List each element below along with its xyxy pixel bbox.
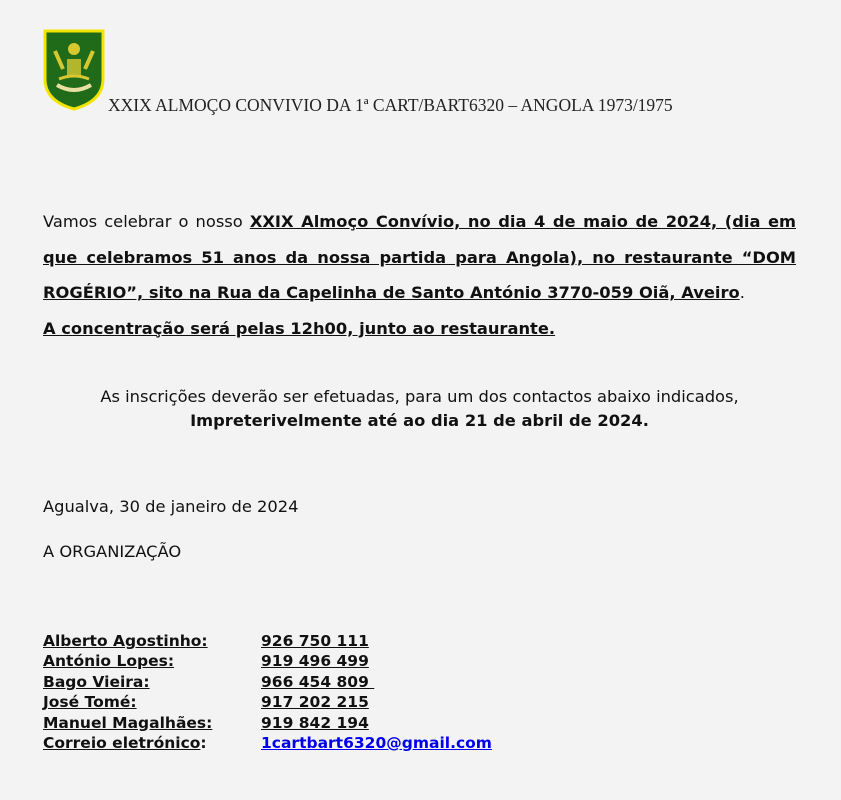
email-link[interactable]: 1cartbart6320@gmail.com [261,734,492,753]
event-details: XXIX Almoço Convívio, no dia 4 de maio de 2024, (dia em que celebramos 51 anos da nossa partida para Angola), no restaurante “DOM ROGÉRIO”, sito na Rua da Capelinha de Santo António 3770-059 Oiã, Aveiro [43,212,797,302]
contact-phone: 917 202 215 [261,693,369,712]
contact-phone: 919 842 194 [261,713,369,732]
email-label: Correio eletrónico [43,734,201,753]
contact-row [43,631,492,651]
contact-name: Manuel Magalhães: [43,713,213,732]
contact-name: José Tomé: [43,693,137,712]
unit-crest-logo [43,29,105,111]
signature: A ORGANIZAÇÃO [43,542,182,561]
contact-name: António Lopes: [43,652,175,671]
email-colon: : [200,734,207,753]
contact-name: Bago Vieira: [43,672,150,691]
place-date: Agualva, 30 de janeiro de 2024 [43,497,299,516]
registration-paragraph [43,385,796,433]
contact-row [43,692,492,712]
registration-text: As inscrições deverão ser efetuadas, para um dos contactos abaixo indicados, [100,387,739,406]
period: . [739,283,745,302]
email-row [43,733,492,753]
email-label-wrap [43,733,261,753]
intro-text: Vamos celebrar o nosso [43,212,250,231]
document-title: XXIX ALMOÇO CONVIVIO DA 1ª CART/BART6320 – ANGOLA 1973/1975 [108,95,673,115]
contact-row [43,713,492,733]
deadline-text: Impreterivelmente até ao dia 21 de abril de 2024. [190,411,649,430]
contacts-list [43,631,492,753]
invitation-paragraph [43,204,796,346]
concentration-text: A concentração será pelas 12h00, junto ao restaurante. [43,318,556,338]
contact-phone: 926 750 111 [261,632,369,650]
contact-phone: 919 496 499 [261,652,369,671]
contact-phone: 966 454 809 [261,672,375,691]
contact-row [43,672,492,692]
contact-name: Alberto Agostinho: [43,632,208,650]
contact-row [43,651,492,671]
